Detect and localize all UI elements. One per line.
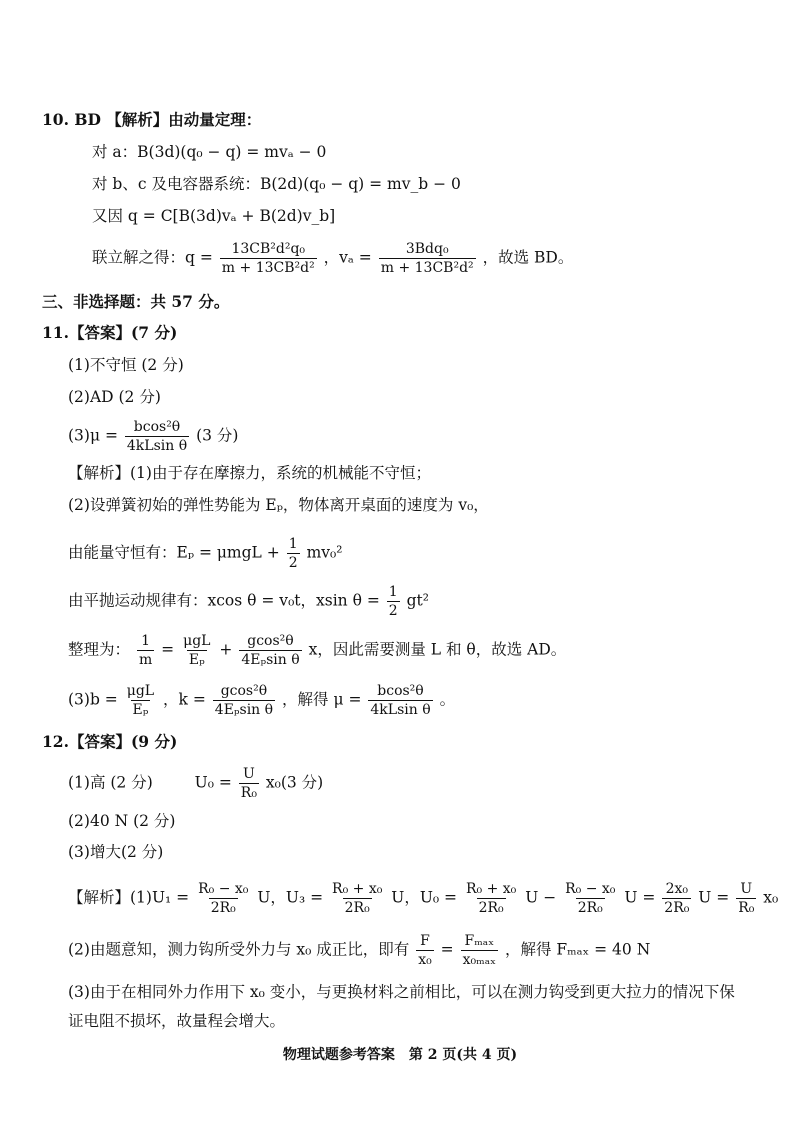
- q12-e1-fraction-6: [736, 880, 756, 917]
- denominator: R₀: [240, 785, 257, 801]
- q12-e1-fraction-4: [563, 880, 617, 917]
- numerator: F: [420, 933, 430, 949]
- denominator: 4Eₚsin θ: [214, 702, 274, 718]
- q11-e6-mid: ，k =: [163, 690, 206, 709]
- q11-explain-6: [68, 682, 455, 719]
- denominator: 2: [388, 603, 398, 619]
- q11-e5-fraction-2: [181, 632, 212, 669]
- denominator: x₀ₘₐₓ: [462, 952, 497, 968]
- q11-e4-prefix: 由平抛运动规律有：xcos θ = v₀t，xsin θ =: [68, 591, 380, 610]
- q12-a1-prefix: (1)高 (2 分): [68, 773, 153, 792]
- denominator: 2: [288, 555, 298, 571]
- q12-explain-1: [68, 880, 778, 917]
- q11-answer-3: [68, 418, 238, 455]
- denominator: m + 13CB²d²: [221, 260, 315, 276]
- q12-e1-text-6: x₀: [763, 888, 779, 907]
- q12-e1-fraction-3: [464, 880, 518, 917]
- q11-explain-1: 【解析】(1)由于存在摩擦力，系统的机械能不守恒；: [68, 464, 431, 482]
- q12-e2-fraction-2: [461, 932, 498, 969]
- q12-heading: 12.【答案】(9 分): [42, 732, 178, 751]
- numerator: bcos²θ: [133, 419, 181, 435]
- denominator: x₀: [418, 952, 432, 968]
- q12-explain-2: [68, 932, 650, 969]
- q11-e5-fraction-1: [137, 632, 154, 669]
- denominator: 4Eₚsin θ: [241, 652, 300, 668]
- page-footer: 物理试题参考答案 第 2 页(共 4 页): [282, 1047, 518, 1063]
- q12-e1-text-3: U −: [525, 888, 557, 907]
- q11-e5-suffix: x，因此需要测量 L 和 θ，故选 AD。: [308, 640, 567, 659]
- q11-a3-fraction: [125, 418, 189, 455]
- q11-e5-prefix: 整理为：: [68, 640, 131, 659]
- q10-l4-prefix: 联立解之得：q =: [92, 248, 213, 267]
- q10-line-2: 对 b、c 及电容器系统：B(2d)(q₀ − q) = mv_b − 0: [92, 175, 461, 193]
- q12-e1-fraction-2: [330, 880, 384, 917]
- q11-e6-suffix: 。: [439, 690, 456, 709]
- numerator: 13CB²d²q₀: [231, 241, 306, 257]
- numerator: U: [242, 766, 255, 782]
- denominator: 2R₀: [478, 900, 504, 916]
- numerator: μgL: [126, 683, 155, 699]
- q12-explain-3: (3)由于在相同外力作用下 x₀ 变小，与更换材料之前相比，可以在测力钩受到更大拉力的情况下保: [68, 983, 735, 1001]
- numerator: gcos²θ: [247, 633, 294, 649]
- q11-e6-prefix: (3)b =: [68, 690, 118, 709]
- q11-explain-2: (2)设弹簧初始的弹性势能为 Eₚ，物体离开桌面的速度为 v₀，: [68, 496, 489, 514]
- numerator: 3Bdq₀: [405, 241, 449, 257]
- q10-l4-mid: ，vₐ =: [323, 248, 372, 267]
- numerator: U: [740, 881, 753, 897]
- q11-e3-prefix: 由能量守恒有：Eₚ = μmgL +: [68, 543, 280, 562]
- q11-a3-prefix: (3)μ =: [68, 426, 118, 445]
- q12-e1-prefix: 【解析】(1)U₁ =: [68, 888, 190, 907]
- q12-e1-text-4: U =: [624, 888, 656, 907]
- equals-sign: =: [440, 940, 454, 959]
- q12-answer-1: [68, 765, 323, 802]
- q11-e4-fraction: [387, 583, 400, 620]
- denominator: m + 13CB²d²: [380, 260, 474, 276]
- q11-e6-mid2: ，解得 μ =: [282, 690, 362, 709]
- numerator: μgL: [183, 633, 211, 649]
- numerator: 1: [141, 633, 151, 649]
- q12-e1-fraction-5: [662, 880, 691, 917]
- denominator: 2R₀: [210, 900, 236, 916]
- q10-line-4: [92, 240, 573, 277]
- q12-a1-u0: U₀ =: [194, 773, 232, 792]
- denominator: m: [138, 652, 153, 668]
- q11-explain-3: [68, 535, 342, 572]
- q11-explain-4: [68, 583, 429, 620]
- q12-a1-suffix: x₀(3 分): [265, 773, 324, 792]
- q10-line-1: 对 a：B(3d)(q₀ − q) = mvₐ − 0: [92, 143, 327, 161]
- q12-e2-fraction-1: [416, 932, 434, 969]
- q10-line-3: 又因 q = C[B(3d)vₐ + B(2d)v_b]: [92, 207, 336, 225]
- denominator: 2R₀: [344, 900, 370, 916]
- q11-a3-suffix: (3 分): [196, 426, 239, 445]
- denominator: Eₚ: [188, 652, 205, 668]
- q12-e1-fraction-1: [196, 880, 250, 917]
- denominator: 4kLsin θ: [370, 702, 431, 718]
- q11-e6-fraction-2: [213, 682, 275, 719]
- section-heading: 三、非选择题：共 57 分。: [42, 292, 230, 311]
- q11-answer-1: (1)不守恒 (2 分): [68, 356, 184, 374]
- numerator: 1: [288, 536, 298, 552]
- q10-heading: 10. BD 【解析】由动量定理：: [42, 110, 262, 129]
- q12-e1-text-1: U，U₃ =: [257, 888, 324, 907]
- q11-e5-fraction-3: [239, 632, 301, 669]
- numerator: R₀ + x₀: [332, 881, 383, 897]
- numerator: 1: [388, 584, 398, 600]
- denominator: 2R₀: [664, 900, 690, 916]
- q11-e6-fraction-3: [368, 682, 432, 719]
- q12-answer-2: (2)40 N (2 分): [68, 812, 176, 830]
- q12-e1-text-5: U =: [698, 888, 730, 907]
- q12-a1-fraction: [239, 765, 259, 802]
- q11-explain-5: [68, 632, 566, 669]
- q10-fraction-q: [220, 240, 317, 277]
- q11-e3-fraction: [287, 535, 300, 572]
- denominator: R₀: [738, 900, 755, 916]
- q12-e2-prefix: (2)由题意知，测力钩所受外力与 x₀ 成正比，即有: [68, 940, 410, 959]
- denominator: 4kLsin θ: [126, 438, 188, 454]
- denominator: Eₚ: [132, 702, 149, 718]
- q11-heading: 11.【答案】(7 分): [42, 323, 178, 342]
- numerator: Fₘₐₓ: [464, 933, 495, 949]
- q10-l4-suffix: ，故选 BD。: [482, 248, 574, 267]
- q11-e4-suffix: gt²: [406, 591, 429, 610]
- numerator: R₀ + x₀: [465, 881, 517, 897]
- numerator: bcos²θ: [377, 683, 424, 699]
- q11-answer-2: (2)AD (2 分): [68, 388, 161, 406]
- equals-sign: =: [161, 640, 175, 659]
- q12-e2-suffix: ，解得 Fₘₐₓ = 40 N: [504, 940, 651, 959]
- q12-e1-text-2: U，U₀ =: [391, 888, 458, 907]
- numerator: 2x₀: [665, 881, 689, 897]
- q11-e6-fraction-1: [125, 682, 156, 719]
- numerator: gcos²θ: [220, 683, 268, 699]
- denominator: 2R₀: [577, 900, 603, 916]
- numerator: R₀ − x₀: [565, 881, 616, 897]
- q10-fraction-va: [379, 240, 476, 277]
- plus-sign: +: [219, 640, 233, 659]
- numerator: R₀ − x₀: [198, 881, 249, 897]
- q12-answer-3: (3)增大(2 分): [68, 843, 164, 861]
- q12-explain-4: 证电阻不损坏，故量程会增大。: [68, 1012, 286, 1030]
- q11-e3-suffix: mv₀²: [306, 543, 343, 562]
